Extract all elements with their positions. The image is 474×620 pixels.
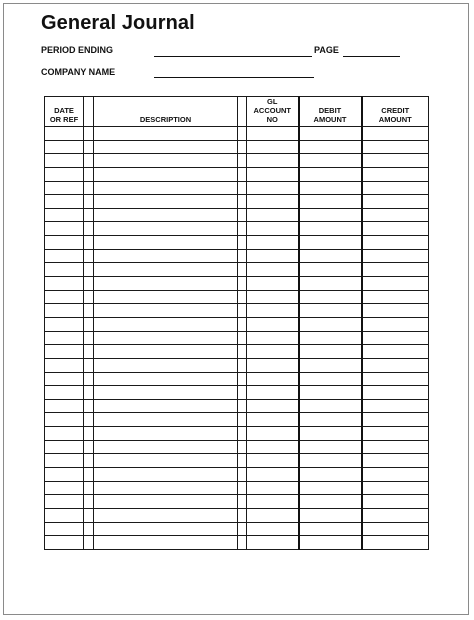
marker-cell[interactable] bbox=[238, 440, 247, 454]
marker-cell[interactable] bbox=[84, 399, 94, 413]
gl-account-cell[interactable] bbox=[247, 127, 299, 141]
description-cell[interactable] bbox=[94, 372, 238, 386]
description-cell[interactable] bbox=[94, 358, 238, 372]
marker-cell[interactable] bbox=[84, 454, 94, 468]
date-cell[interactable] bbox=[45, 427, 84, 441]
marker-cell[interactable] bbox=[238, 536, 247, 550]
date-cell[interactable] bbox=[45, 522, 84, 536]
marker-cell[interactable] bbox=[238, 454, 247, 468]
credit-cell[interactable] bbox=[362, 304, 429, 318]
company-name-field[interactable] bbox=[154, 77, 314, 78]
credit-cell[interactable] bbox=[362, 468, 429, 482]
debit-cell[interactable] bbox=[299, 522, 362, 536]
table-row bbox=[45, 536, 429, 550]
debit-cell[interactable] bbox=[299, 317, 362, 331]
date-cell[interactable] bbox=[45, 140, 84, 154]
gl-account-cell[interactable] bbox=[247, 386, 299, 400]
date-cell[interactable] bbox=[45, 127, 84, 141]
debit-cell[interactable] bbox=[299, 222, 362, 236]
marker-cell[interactable] bbox=[84, 127, 94, 141]
gl-account-cell[interactable] bbox=[247, 372, 299, 386]
marker-cell[interactable] bbox=[238, 495, 247, 509]
gl-account-cell[interactable] bbox=[247, 358, 299, 372]
credit-cell[interactable] bbox=[362, 263, 429, 277]
debit-cell[interactable] bbox=[299, 508, 362, 522]
table-row bbox=[45, 290, 429, 304]
date-cell[interactable] bbox=[45, 167, 84, 181]
marker-cell[interactable] bbox=[238, 140, 247, 154]
marker-cell[interactable] bbox=[238, 290, 247, 304]
debit-cell[interactable] bbox=[299, 249, 362, 263]
marker-cell[interactable] bbox=[84, 263, 94, 277]
credit-cell[interactable] bbox=[362, 167, 429, 181]
description-cell[interactable] bbox=[94, 222, 238, 236]
marker-cell[interactable] bbox=[238, 522, 247, 536]
credit-cell[interactable] bbox=[362, 508, 429, 522]
credit-cell[interactable] bbox=[362, 140, 429, 154]
table-row bbox=[45, 413, 429, 427]
table-row bbox=[45, 167, 429, 181]
period-ending-field[interactable] bbox=[154, 56, 312, 57]
gl-account-cell[interactable] bbox=[247, 508, 299, 522]
marker-cell[interactable] bbox=[84, 440, 94, 454]
table-row bbox=[45, 358, 429, 372]
description-cell[interactable] bbox=[94, 468, 238, 482]
marker-cell[interactable] bbox=[84, 154, 94, 168]
date-cell[interactable] bbox=[45, 413, 84, 427]
debit-cell[interactable] bbox=[299, 154, 362, 168]
description-cell[interactable] bbox=[94, 195, 238, 209]
date-cell[interactable] bbox=[45, 208, 84, 222]
date-cell[interactable] bbox=[45, 386, 84, 400]
marker-cell[interactable] bbox=[238, 181, 247, 195]
page-title: General Journal bbox=[41, 12, 195, 34]
credit-cell[interactable] bbox=[362, 127, 429, 141]
table-row bbox=[45, 154, 429, 168]
table-row bbox=[45, 522, 429, 536]
description-cell[interactable] bbox=[94, 386, 238, 400]
table-row bbox=[45, 440, 429, 454]
marker-cell[interactable] bbox=[84, 536, 94, 550]
date-cell[interactable] bbox=[45, 236, 84, 250]
journal-table bbox=[44, 96, 429, 550]
debit-cell[interactable] bbox=[299, 195, 362, 209]
marker-cell[interactable] bbox=[238, 263, 247, 277]
credit-cell[interactable] bbox=[362, 454, 429, 468]
date-cell[interactable] bbox=[45, 495, 84, 509]
marker-cell[interactable] bbox=[238, 222, 247, 236]
table-row bbox=[45, 399, 429, 413]
marker-cell[interactable] bbox=[238, 317, 247, 331]
description-cell[interactable] bbox=[94, 481, 238, 495]
gl-account-cell[interactable] bbox=[247, 140, 299, 154]
gl-account-cell[interactable] bbox=[247, 277, 299, 291]
description-cell[interactable] bbox=[94, 249, 238, 263]
gl-account-cell[interactable] bbox=[247, 167, 299, 181]
description-cell[interactable] bbox=[94, 331, 238, 345]
debit-cell[interactable] bbox=[299, 127, 362, 141]
credit-cell[interactable] bbox=[362, 399, 429, 413]
debit-cell[interactable] bbox=[299, 167, 362, 181]
credit-cell[interactable] bbox=[362, 345, 429, 359]
header-description: DESCRIPTION bbox=[94, 97, 238, 127]
marker-cell[interactable] bbox=[84, 495, 94, 509]
debit-cell[interactable] bbox=[299, 345, 362, 359]
marker-cell[interactable] bbox=[84, 468, 94, 482]
marker-cell[interactable] bbox=[238, 277, 247, 291]
credit-cell[interactable] bbox=[362, 440, 429, 454]
gl-account-cell[interactable] bbox=[247, 304, 299, 318]
table-row bbox=[45, 372, 429, 386]
gl-account-cell[interactable] bbox=[247, 495, 299, 509]
debit-cell[interactable] bbox=[299, 277, 362, 291]
marker-cell[interactable] bbox=[238, 468, 247, 482]
table-row bbox=[45, 331, 429, 345]
marker-cell[interactable] bbox=[238, 386, 247, 400]
header-credit-amount: CREDIT AMOUNT bbox=[362, 97, 429, 127]
table-row bbox=[45, 495, 429, 509]
marker-cell[interactable] bbox=[84, 331, 94, 345]
marker-cell[interactable] bbox=[84, 317, 94, 331]
credit-cell[interactable] bbox=[362, 358, 429, 372]
gl-account-cell[interactable] bbox=[247, 468, 299, 482]
marker-cell[interactable] bbox=[84, 522, 94, 536]
table-row bbox=[45, 481, 429, 495]
page-number-field[interactable] bbox=[343, 56, 400, 57]
debit-cell[interactable] bbox=[299, 386, 362, 400]
marker-cell[interactable] bbox=[84, 304, 94, 318]
debit-cell[interactable] bbox=[299, 304, 362, 318]
credit-cell[interactable] bbox=[362, 331, 429, 345]
date-cell[interactable] bbox=[45, 195, 84, 209]
marker-cell[interactable] bbox=[238, 399, 247, 413]
gl-account-cell[interactable] bbox=[247, 181, 299, 195]
gl-account-cell[interactable] bbox=[247, 481, 299, 495]
debit-cell[interactable] bbox=[299, 208, 362, 222]
description-cell[interactable] bbox=[94, 413, 238, 427]
table-row bbox=[45, 454, 429, 468]
credit-cell[interactable] bbox=[362, 195, 429, 209]
description-cell[interactable] bbox=[94, 140, 238, 154]
marker-cell[interactable] bbox=[84, 290, 94, 304]
description-cell[interactable] bbox=[94, 127, 238, 141]
gl-account-cell[interactable] bbox=[247, 522, 299, 536]
debit-cell[interactable] bbox=[299, 427, 362, 441]
date-cell[interactable] bbox=[45, 290, 84, 304]
table-row bbox=[45, 263, 429, 277]
date-cell[interactable] bbox=[45, 154, 84, 168]
header-spacer bbox=[84, 97, 94, 127]
marker-cell[interactable] bbox=[84, 372, 94, 386]
marker-cell[interactable] bbox=[238, 304, 247, 318]
table-row bbox=[45, 304, 429, 318]
table-row bbox=[45, 181, 429, 195]
marker-cell[interactable] bbox=[238, 358, 247, 372]
table-row bbox=[45, 195, 429, 209]
marker-cell[interactable] bbox=[238, 154, 247, 168]
gl-account-cell[interactable] bbox=[247, 317, 299, 331]
date-cell[interactable] bbox=[45, 440, 84, 454]
marker-cell[interactable] bbox=[238, 127, 247, 141]
marker-cell[interactable] bbox=[84, 413, 94, 427]
description-cell[interactable] bbox=[94, 277, 238, 291]
description-cell[interactable] bbox=[94, 181, 238, 195]
marker-cell[interactable] bbox=[238, 208, 247, 222]
table-row bbox=[45, 236, 429, 250]
description-cell[interactable] bbox=[94, 522, 238, 536]
marker-cell[interactable] bbox=[238, 508, 247, 522]
marker-cell[interactable] bbox=[84, 249, 94, 263]
marker-cell[interactable] bbox=[238, 331, 247, 345]
debit-cell[interactable] bbox=[299, 236, 362, 250]
gl-account-cell[interactable] bbox=[247, 454, 299, 468]
credit-cell[interactable] bbox=[362, 249, 429, 263]
table-row bbox=[45, 140, 429, 154]
description-cell[interactable] bbox=[94, 236, 238, 250]
date-cell[interactable] bbox=[45, 358, 84, 372]
date-cell[interactable] bbox=[45, 277, 84, 291]
debit-cell[interactable] bbox=[299, 181, 362, 195]
gl-account-cell[interactable] bbox=[247, 208, 299, 222]
marker-cell[interactable] bbox=[238, 427, 247, 441]
marker-cell[interactable] bbox=[84, 508, 94, 522]
description-cell[interactable] bbox=[94, 317, 238, 331]
debit-cell[interactable] bbox=[299, 468, 362, 482]
date-cell[interactable] bbox=[45, 317, 84, 331]
gl-account-cell[interactable] bbox=[247, 345, 299, 359]
table-row bbox=[45, 386, 429, 400]
table-row bbox=[45, 249, 429, 263]
date-cell[interactable] bbox=[45, 536, 84, 550]
table-row bbox=[45, 345, 429, 359]
marker-cell[interactable] bbox=[84, 167, 94, 181]
marker-cell[interactable] bbox=[84, 181, 94, 195]
description-cell[interactable] bbox=[94, 345, 238, 359]
marker-cell[interactable] bbox=[84, 386, 94, 400]
credit-cell[interactable] bbox=[362, 427, 429, 441]
marker-cell[interactable] bbox=[238, 249, 247, 263]
description-cell[interactable] bbox=[94, 495, 238, 509]
gl-account-cell[interactable] bbox=[247, 249, 299, 263]
marker-cell[interactable] bbox=[84, 140, 94, 154]
table-row bbox=[45, 208, 429, 222]
gl-account-cell[interactable] bbox=[247, 331, 299, 345]
description-cell[interactable] bbox=[94, 454, 238, 468]
table-row bbox=[45, 127, 429, 141]
page-label: PAGE bbox=[314, 45, 339, 55]
debit-cell[interactable] bbox=[299, 440, 362, 454]
header-debit-amount: DEBIT AMOUNT bbox=[299, 97, 362, 127]
journal-body bbox=[45, 127, 429, 550]
table-row bbox=[45, 427, 429, 441]
debit-cell[interactable] bbox=[299, 413, 362, 427]
credit-cell[interactable] bbox=[362, 236, 429, 250]
description-cell[interactable] bbox=[94, 208, 238, 222]
description-cell[interactable] bbox=[94, 304, 238, 318]
credit-cell[interactable] bbox=[362, 495, 429, 509]
credit-cell[interactable] bbox=[362, 386, 429, 400]
date-cell[interactable] bbox=[45, 372, 84, 386]
credit-cell[interactable] bbox=[362, 222, 429, 236]
credit-cell[interactable] bbox=[362, 181, 429, 195]
marker-cell[interactable] bbox=[238, 481, 247, 495]
credit-cell[interactable] bbox=[362, 536, 429, 550]
date-cell[interactable] bbox=[45, 468, 84, 482]
debit-cell[interactable] bbox=[299, 399, 362, 413]
credit-cell[interactable] bbox=[362, 277, 429, 291]
date-cell[interactable] bbox=[45, 249, 84, 263]
credit-cell[interactable] bbox=[362, 413, 429, 427]
table-row bbox=[45, 222, 429, 236]
period-ending-label: PERIOD ENDING bbox=[41, 45, 114, 55]
marker-cell[interactable] bbox=[238, 372, 247, 386]
table-row bbox=[45, 468, 429, 482]
credit-cell[interactable] bbox=[362, 317, 429, 331]
credit-cell[interactable] bbox=[362, 208, 429, 222]
gl-account-cell[interactable] bbox=[247, 154, 299, 168]
gl-account-cell[interactable] bbox=[247, 427, 299, 441]
description-cell[interactable] bbox=[94, 427, 238, 441]
credit-cell[interactable] bbox=[362, 481, 429, 495]
header-spacer bbox=[238, 97, 247, 127]
table-row bbox=[45, 508, 429, 522]
date-cell[interactable] bbox=[45, 508, 84, 522]
date-cell[interactable] bbox=[45, 454, 84, 468]
debit-cell[interactable] bbox=[299, 140, 362, 154]
marker-cell[interactable] bbox=[84, 195, 94, 209]
marker-cell[interactable] bbox=[84, 427, 94, 441]
credit-cell[interactable] bbox=[362, 522, 429, 536]
marker-cell[interactable] bbox=[238, 195, 247, 209]
debit-cell[interactable] bbox=[299, 331, 362, 345]
debit-cell[interactable] bbox=[299, 536, 362, 550]
credit-cell[interactable] bbox=[362, 290, 429, 304]
marker-cell[interactable] bbox=[84, 208, 94, 222]
gl-account-cell[interactable] bbox=[247, 290, 299, 304]
debit-cell[interactable] bbox=[299, 290, 362, 304]
description-cell[interactable] bbox=[94, 154, 238, 168]
credit-cell[interactable] bbox=[362, 154, 429, 168]
debit-cell[interactable] bbox=[299, 358, 362, 372]
gl-account-cell[interactable] bbox=[247, 440, 299, 454]
marker-cell[interactable] bbox=[238, 167, 247, 181]
date-cell[interactable] bbox=[45, 222, 84, 236]
description-cell[interactable] bbox=[94, 536, 238, 550]
date-cell[interactable] bbox=[45, 399, 84, 413]
header-date-ref: DATE OR REF bbox=[45, 97, 84, 127]
gl-account-cell[interactable] bbox=[247, 536, 299, 550]
marker-cell[interactable] bbox=[84, 222, 94, 236]
debit-cell[interactable] bbox=[299, 454, 362, 468]
credit-cell[interactable] bbox=[362, 372, 429, 386]
date-cell[interactable] bbox=[45, 345, 84, 359]
gl-account-cell[interactable] bbox=[247, 399, 299, 413]
table-header-row bbox=[45, 97, 429, 127]
date-cell[interactable] bbox=[45, 304, 84, 318]
description-cell[interactable] bbox=[94, 263, 238, 277]
table-row bbox=[45, 277, 429, 291]
description-cell[interactable] bbox=[94, 167, 238, 181]
date-cell[interactable] bbox=[45, 181, 84, 195]
description-cell[interactable] bbox=[94, 440, 238, 454]
marker-cell[interactable] bbox=[238, 345, 247, 359]
description-cell[interactable] bbox=[94, 399, 238, 413]
debit-cell[interactable] bbox=[299, 481, 362, 495]
description-cell[interactable] bbox=[94, 508, 238, 522]
debit-cell[interactable] bbox=[299, 495, 362, 509]
gl-account-cell[interactable] bbox=[247, 222, 299, 236]
marker-cell[interactable] bbox=[84, 481, 94, 495]
table-row bbox=[45, 317, 429, 331]
gl-account-cell[interactable] bbox=[247, 195, 299, 209]
gl-account-cell[interactable] bbox=[247, 413, 299, 427]
gl-account-cell[interactable] bbox=[247, 263, 299, 277]
date-cell[interactable] bbox=[45, 481, 84, 495]
marker-cell[interactable] bbox=[238, 413, 247, 427]
description-cell[interactable] bbox=[94, 290, 238, 304]
gl-account-cell[interactable] bbox=[247, 236, 299, 250]
marker-cell[interactable] bbox=[84, 236, 94, 250]
header-gl-account: GL ACCOUNT NO bbox=[247, 97, 299, 127]
marker-cell[interactable] bbox=[238, 236, 247, 250]
debit-cell[interactable] bbox=[299, 372, 362, 386]
marker-cell[interactable] bbox=[84, 345, 94, 359]
date-cell[interactable] bbox=[45, 263, 84, 277]
company-name-label: COMPANY NAME bbox=[41, 67, 116, 77]
marker-cell[interactable] bbox=[84, 358, 94, 372]
marker-cell[interactable] bbox=[84, 277, 94, 291]
debit-cell[interactable] bbox=[299, 263, 362, 277]
date-cell[interactable] bbox=[45, 331, 84, 345]
